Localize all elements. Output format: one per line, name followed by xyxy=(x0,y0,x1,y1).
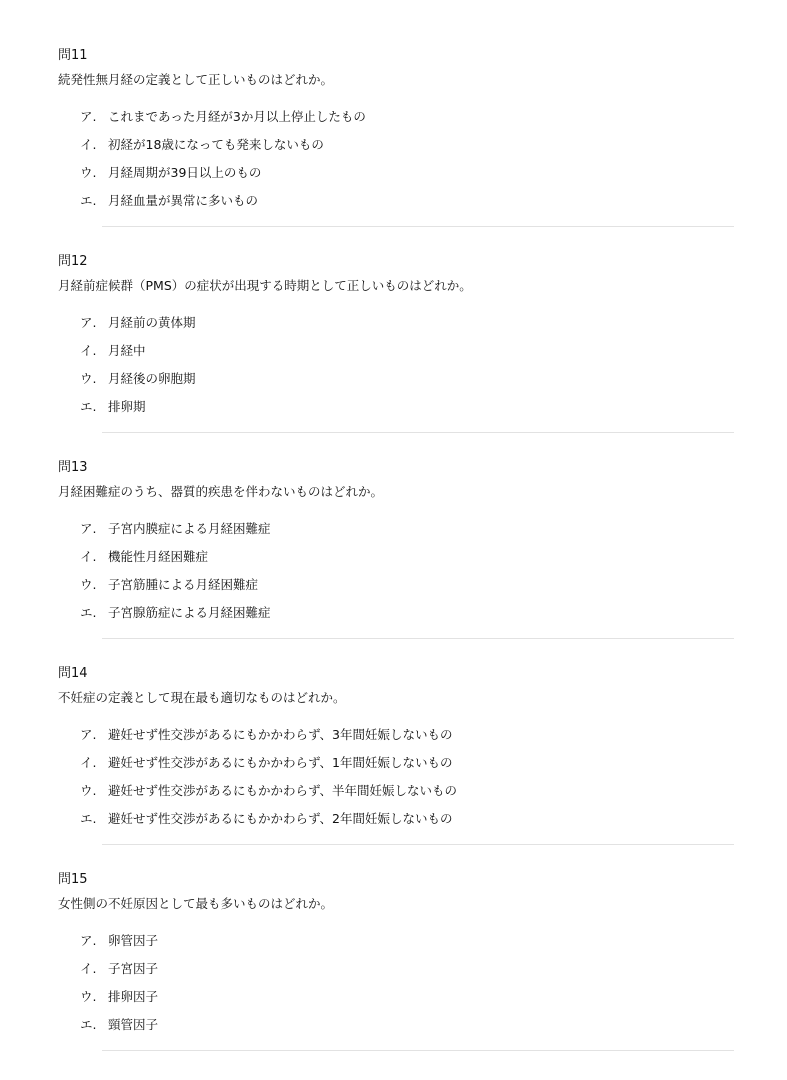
choice-text: 月経後の卵胞期 xyxy=(108,371,196,386)
choice-list xyxy=(80,727,457,839)
choice-item xyxy=(80,961,158,989)
choice-text: 避妊せず性交渉があるにもかかわらず、3年間妊娠しないもの xyxy=(108,727,453,742)
question-text: 月経困難症のうち、器質的疾患を伴わないものはどれか。 xyxy=(58,484,384,499)
question-number: 問11 xyxy=(58,48,88,63)
divider xyxy=(102,226,734,227)
question-number: 問13 xyxy=(58,460,88,475)
question-text: 女性側の不妊原因として最も多いものはどれか。 xyxy=(58,896,334,911)
choice-text: 子宮内膜症による月経困難症 xyxy=(108,521,271,536)
choice-item xyxy=(80,605,271,633)
choice-item xyxy=(80,727,457,755)
choice-letter: エ. xyxy=(80,1017,97,1032)
question-number: 問14 xyxy=(58,666,88,681)
choice-text: 月経前の黄体期 xyxy=(108,315,196,330)
choice-letter: イ. xyxy=(80,137,97,152)
choice-text: これまであった月経が3か月以上停止したもの xyxy=(108,109,366,124)
divider xyxy=(102,844,734,845)
divider xyxy=(102,638,734,639)
choice-letter: イ. xyxy=(80,755,97,770)
choice-item xyxy=(80,811,457,839)
choice-text: 子宮腺筋症による月経困難症 xyxy=(108,605,271,620)
choice-letter: イ. xyxy=(80,343,97,358)
choice-item xyxy=(80,577,271,605)
divider xyxy=(102,1050,734,1051)
choice-letter: ア. xyxy=(80,109,97,124)
choice-letter: ア. xyxy=(80,315,97,330)
choice-text: 避妊せず性交渉があるにもかかわらず、半年間妊娠しないもの xyxy=(108,783,458,798)
question-text: 続発性無月経の定義として正しいものはどれか。 xyxy=(58,72,334,87)
choice-list xyxy=(80,933,158,1045)
choice-text: 避妊せず性交渉があるにもかかわらず、1年間妊娠しないもの xyxy=(108,755,453,770)
choice-text: 月経血量が異常に多いもの xyxy=(108,193,259,208)
choice-item xyxy=(80,109,366,137)
choice-item xyxy=(80,933,158,961)
choice-item xyxy=(80,137,366,165)
question-text: 月経前症候群（PMS）の症状が出現する時期として正しいものはどれか。 xyxy=(58,278,472,293)
choice-letter: ア. xyxy=(80,727,97,742)
choice-letter: イ. xyxy=(80,961,97,976)
choice-text: 避妊せず性交渉があるにもかかわらず、2年間妊娠しないもの xyxy=(108,811,453,826)
choice-letter: エ. xyxy=(80,605,97,620)
choice-text: 月経周期が39日以上のもの xyxy=(108,165,262,180)
question-text: 不妊症の定義として現在最も適切なものはどれか。 xyxy=(58,690,346,705)
choice-list xyxy=(80,521,271,633)
choice-item xyxy=(80,549,271,577)
choice-letter: ア. xyxy=(80,933,97,948)
choice-item xyxy=(80,315,196,343)
choice-item xyxy=(80,521,271,549)
choice-letter: ウ. xyxy=(80,165,97,180)
choice-letter: ア. xyxy=(80,521,97,536)
choice-text: 頸管因子 xyxy=(108,1017,159,1032)
choice-letter: エ. xyxy=(80,399,97,414)
choice-list xyxy=(80,109,366,221)
choice-letter: エ. xyxy=(80,811,97,826)
choice-letter: ウ. xyxy=(80,783,97,798)
choice-letter: ウ. xyxy=(80,577,97,592)
choice-text: 排卵期 xyxy=(108,399,146,414)
choice-text: 排卵因子 xyxy=(108,989,159,1004)
choice-list xyxy=(80,315,196,427)
choice-text: 機能性月経困難症 xyxy=(108,549,209,564)
choice-item xyxy=(80,783,457,811)
choice-letter: ウ. xyxy=(80,989,97,1004)
choice-letter: ウ. xyxy=(80,371,97,386)
choice-item xyxy=(80,989,158,1017)
choice-text: 子宮因子 xyxy=(108,961,159,976)
question-number: 問15 xyxy=(58,872,88,887)
choice-text: 子宮筋腫による月経困難症 xyxy=(108,577,259,592)
choice-item xyxy=(80,1017,158,1045)
choice-text: 初経が18歳になっても発来しないもの xyxy=(108,137,324,152)
question-number: 問12 xyxy=(58,254,88,269)
choice-letter: エ. xyxy=(80,193,97,208)
choice-item xyxy=(80,755,457,783)
choice-item xyxy=(80,399,196,427)
choice-item xyxy=(80,343,196,371)
choice-item xyxy=(80,193,366,221)
choice-text: 月経中 xyxy=(108,343,146,358)
choice-item xyxy=(80,165,366,193)
choice-letter: イ. xyxy=(80,549,97,564)
divider xyxy=(102,432,734,433)
choice-item xyxy=(80,371,196,399)
choice-text: 卵管因子 xyxy=(108,933,159,948)
